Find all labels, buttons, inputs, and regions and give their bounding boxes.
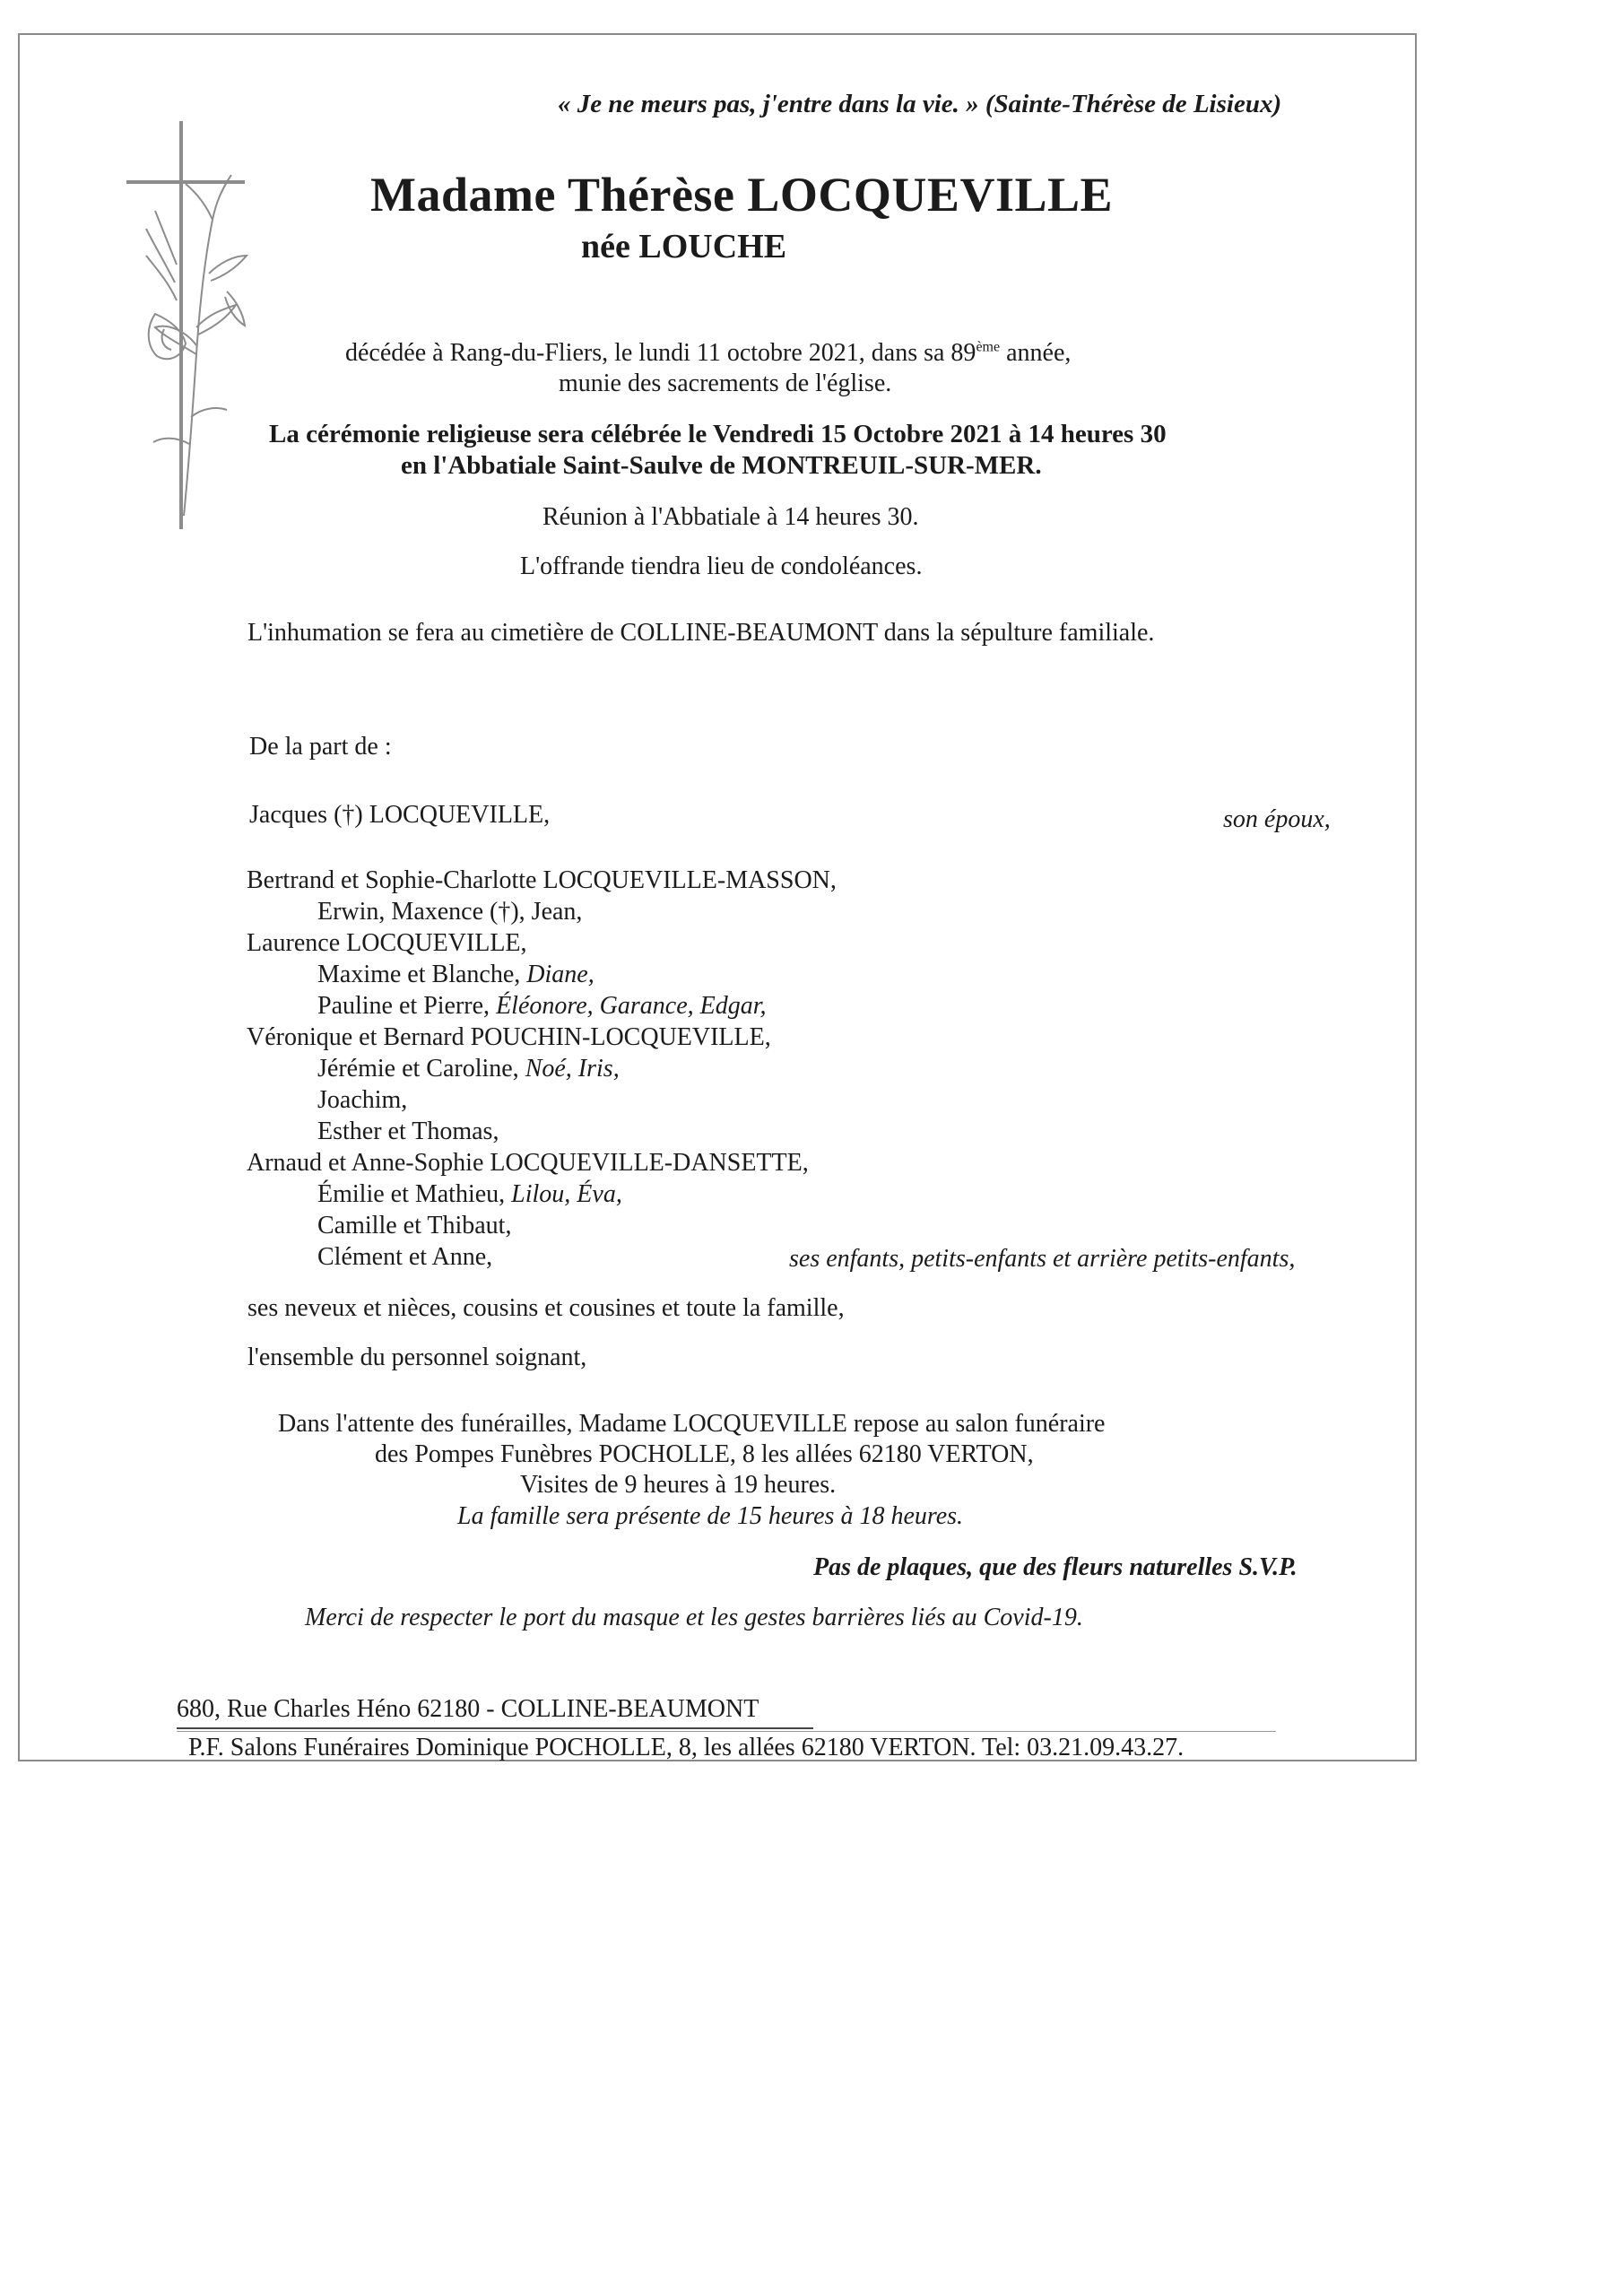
family-member-names: Pauline et Pierre, (317, 992, 497, 1020)
family-member-names: Esther et Thomas, (317, 1118, 499, 1145)
extended-family: ses neveux et nièces, cousins et cousines et toute la famille, (247, 1294, 845, 1322)
death-line-2: munie des sacrements de l'église. (559, 370, 892, 397)
offering-info: L'offrande tiendra lieu de condoléances. (520, 552, 923, 580)
family-member-names: Véronique et Bernard POUCHIN-LOCQUEVILLE, (247, 1023, 771, 1051)
family-member-grandchildren: Noé, Iris, (525, 1055, 620, 1083)
family-member-line (317, 1180, 622, 1209)
family-member-line (317, 1118, 499, 1146)
family-member-names: Arnaud et Anne-Sophie LOCQUEVILLE-DANSETTE, (247, 1149, 809, 1177)
burial-info: L'inhumation se fera au cimetière de COLLINE-BEAUMONT dans la sépulture familiale. (247, 619, 1155, 647)
family-member-names: Camille et Thibaut, (317, 1212, 512, 1239)
family-member-line (317, 1055, 620, 1083)
footer-rule (177, 1727, 813, 1729)
family-member-line (247, 929, 527, 958)
covid-note: Merci de respecter le port du masque et les gestes barrières liés au Covid-19. (305, 1604, 1083, 1631)
family-member-line (247, 1023, 771, 1052)
family-member-names: Bertrand et Sophie-Charlotte LOCQUEVILLE-MASSON, (247, 866, 837, 894)
family-member-names: Émilie et Mathieu, (317, 1180, 512, 1208)
family-member-grandchildren: Diane, (526, 961, 595, 988)
death-line-superscript: ème (976, 339, 1001, 355)
family-member-names: Clément et Anne, (317, 1243, 493, 1271)
maiden-name: née LOUCHE (581, 228, 787, 265)
deceased-name: Madame Thérèse LOCQUEVILLE (370, 168, 1114, 222)
funeral-home-line-2: des Pompes Funèbres POCHOLLE, 8 les allées 62180 VERTON, (375, 1440, 1034, 1468)
family-presence: La famille sera présente de 15 heures à 18 heures. (457, 1502, 964, 1530)
footer-address: 680, Rue Charles Héno 62180 - COLLINE-BEAUMONT (177, 1695, 759, 1723)
visiting-hours: Visites de 9 heures à 19 heures. (520, 1471, 837, 1499)
family-member-grandchildren: Éléonore, Garance, Edgar, (496, 992, 767, 1020)
death-line-1 (345, 339, 1071, 368)
family-member-names: Maxime et Blanche, (317, 961, 527, 988)
family-member-names: Joachim, (317, 1086, 408, 1114)
family-member-names: Jérémie et Caroline, (317, 1055, 525, 1083)
death-line-text-end: année, (1000, 339, 1072, 367)
family-intro: De la part de : (249, 733, 392, 761)
spouse-relation: son époux, (1223, 805, 1331, 833)
family-member-names: Laurence LOCQUEVILLE, (247, 929, 527, 957)
family-member-line (317, 1086, 407, 1115)
family-member-line (317, 961, 595, 989)
family-member-line (317, 1212, 511, 1240)
family-member-grandchildren: Lilou, Éva, (511, 1180, 622, 1208)
funeral-home-line-1: Dans l'attente des funérailles, Madame LOCQUEVILLE repose au salon funéraire (278, 1410, 1106, 1438)
family-member-line (317, 992, 767, 1021)
care-staff: l'ensemble du personnel soignant, (247, 1344, 587, 1371)
family-member-line (317, 898, 582, 926)
family-member-line (317, 1243, 492, 1272)
children-relation: ses enfants, petits-enfants et arrière petits-enfants, (789, 1245, 1296, 1273)
family-member-line (247, 866, 837, 895)
spouse-name: Jacques (†) LOCQUEVILLE, (249, 801, 551, 829)
footer-rule-long (177, 1731, 1276, 1732)
meeting-info: Réunion à l'Abbatiale à 14 heures 30. (542, 503, 919, 531)
flowers-note: Pas de plaques, que des fleurs naturelles S.V.P. (813, 1553, 1298, 1581)
family-member-line (247, 1149, 809, 1178)
footer-company: P.F. Salons Funéraires Dominique POCHOLLE, 8, les allées 62180 VERTON. Tel: 03.21.09.43.27. (188, 1734, 1185, 1761)
death-line-text: décédée à Rang-du-Fliers, le lundi 11 octobre 2021, dans sa 89 (345, 339, 976, 367)
ceremony-line-1: La cérémonie religieuse sera célébrée le Vendredi 15 Octobre 2021 à 14 heures 30 (269, 420, 1167, 448)
cross-lily-illustration (119, 121, 281, 534)
epigraph: « Je ne meurs pas, j'entre dans la vie. » (Sainte-Thérèse de Lisieux) (558, 90, 1282, 118)
family-member-names: Erwin, Maxence (†), Jean, (317, 898, 583, 926)
ceremony-line-2: en l'Abbatiale Saint-Saulve de MONTREUIL-SUR-MER. (401, 451, 1042, 480)
